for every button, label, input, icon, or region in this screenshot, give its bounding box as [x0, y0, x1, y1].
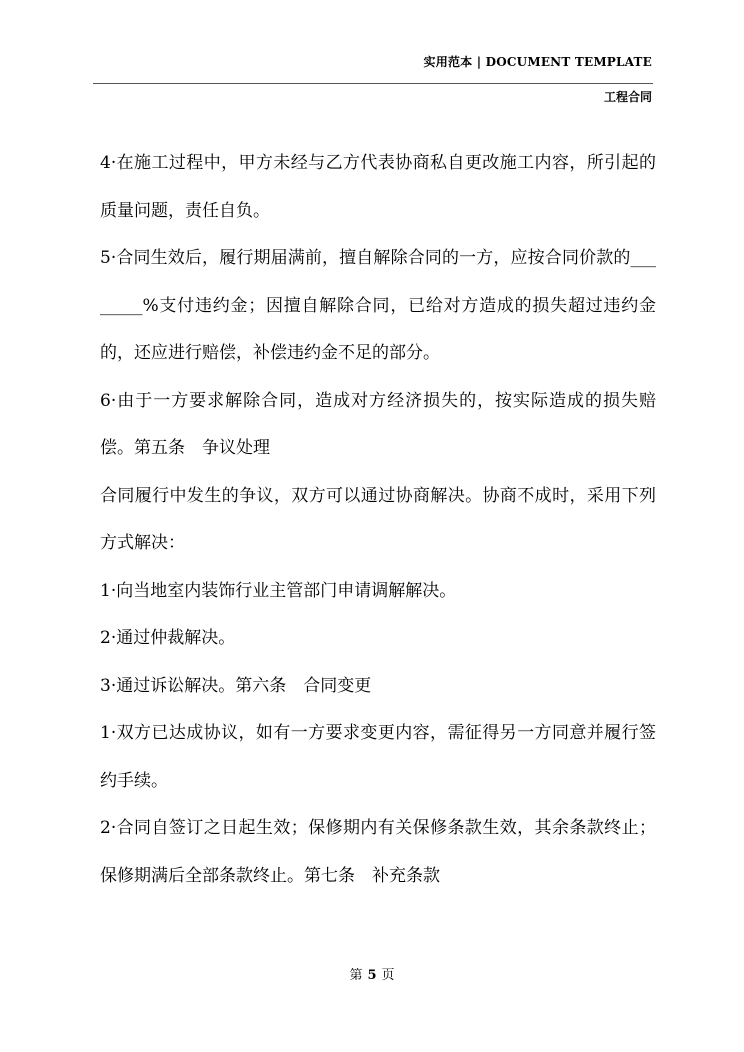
- page-footer: [0, 964, 744, 983]
- footer-suffix: 页: [381, 968, 395, 983]
- document-header-subtitle: 工程合同: [603, 90, 652, 104]
- document-body: [100, 140, 656, 900]
- header-divider: [93, 83, 653, 84]
- paragraph-clause-4: 4·在施工过程中，甲方未经与乙方代表协商私自更改施工内容，所引起的质量问题，责任自负。: [100, 153, 656, 221]
- paragraph-dispute-3: 3·通过诉讼解决。第六条 合同变更: [100, 675, 372, 696]
- paragraph-change-2: 2·合同自签订之日起生效；保修期内有关保修条款生效，其余条款终止；保修期满后全部条款终止。第七条 补充条款: [100, 818, 656, 886]
- document-header-title: 实用范本 | DOCUMENT TEMPLATE: [423, 55, 652, 69]
- paragraph-dispute-1: 1·向当地室内装饰行业主管部门申请调解解决。: [100, 580, 457, 601]
- paragraph-clause-6: 6·由于一方要求解除合同，造成对方经济损失的，按实际造成的损失赔偿。第五条 争议处理: [100, 390, 656, 458]
- footer-prefix: 第: [349, 968, 363, 983]
- page-number: 5: [367, 968, 377, 983]
- paragraph-dispute-intro: 合同履行中发生的争议，双方可以通过协商解决。协商不成时，采用下列方式解决：: [100, 485, 656, 553]
- paragraph-dispute-2: 2·通过仲裁解决。: [100, 628, 236, 648]
- paragraph-clause-5: 5·合同生效后，履行期届满前，擅自解除合同的一方，应按合同价款的________%支付违约金；因擅自解除合同，已给对方造成的损失超过违约金的，还应进行赔偿，补偿违约金不足的部分。: [100, 248, 656, 363]
- paragraph-change-1: 1·双方已达成协议，如有一方要求变更内容，需征得另一方同意并履行签约手续。: [100, 723, 656, 791]
